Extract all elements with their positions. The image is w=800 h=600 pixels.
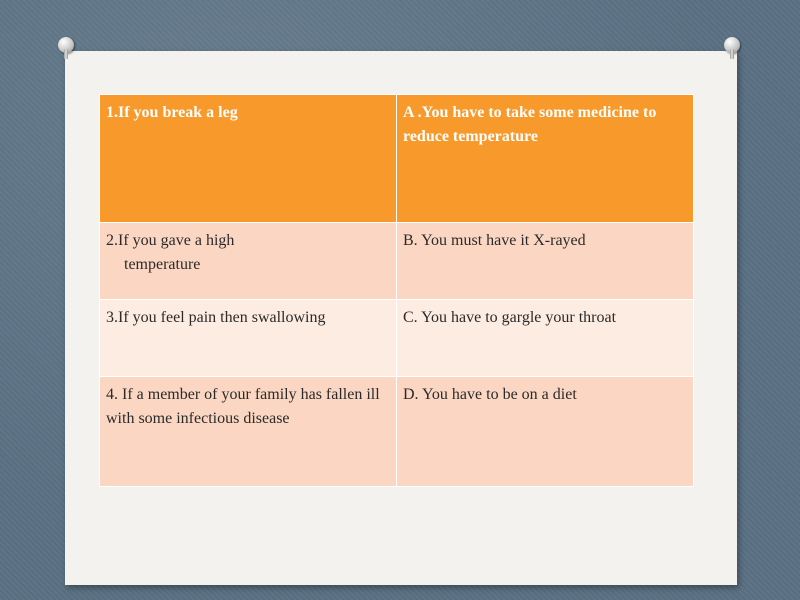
advice-cell-b: B. You must have it X-rayed — [397, 223, 694, 300]
table-row — [100, 377, 694, 487]
pushpin-icon — [724, 37, 740, 59]
condition-cell-2 — [100, 223, 397, 300]
condition-cell-2-line2: temperature — [124, 256, 201, 273]
matching-table — [99, 94, 694, 487]
table-row — [100, 300, 694, 377]
pushpin-icon — [58, 37, 74, 59]
condition-cell-3: 3.If you feel pain then swallowing — [100, 300, 397, 377]
condition-cell-2-line1: 2.If you gave a high — [106, 232, 235, 249]
condition-cell-4: 4. If a member of your family has fallen ill with some infectious disease — [100, 377, 397, 487]
advice-cell-c: C. You have to gargle your throat — [397, 300, 694, 377]
advice-cell-a: A .You have to take some medicine to reduce temperature — [397, 95, 694, 223]
table-row — [100, 223, 694, 300]
table-row — [100, 95, 694, 223]
condition-cell-1: 1.If you break a leg — [100, 95, 397, 223]
advice-cell-d: D. You have to be on a diet — [397, 377, 694, 487]
